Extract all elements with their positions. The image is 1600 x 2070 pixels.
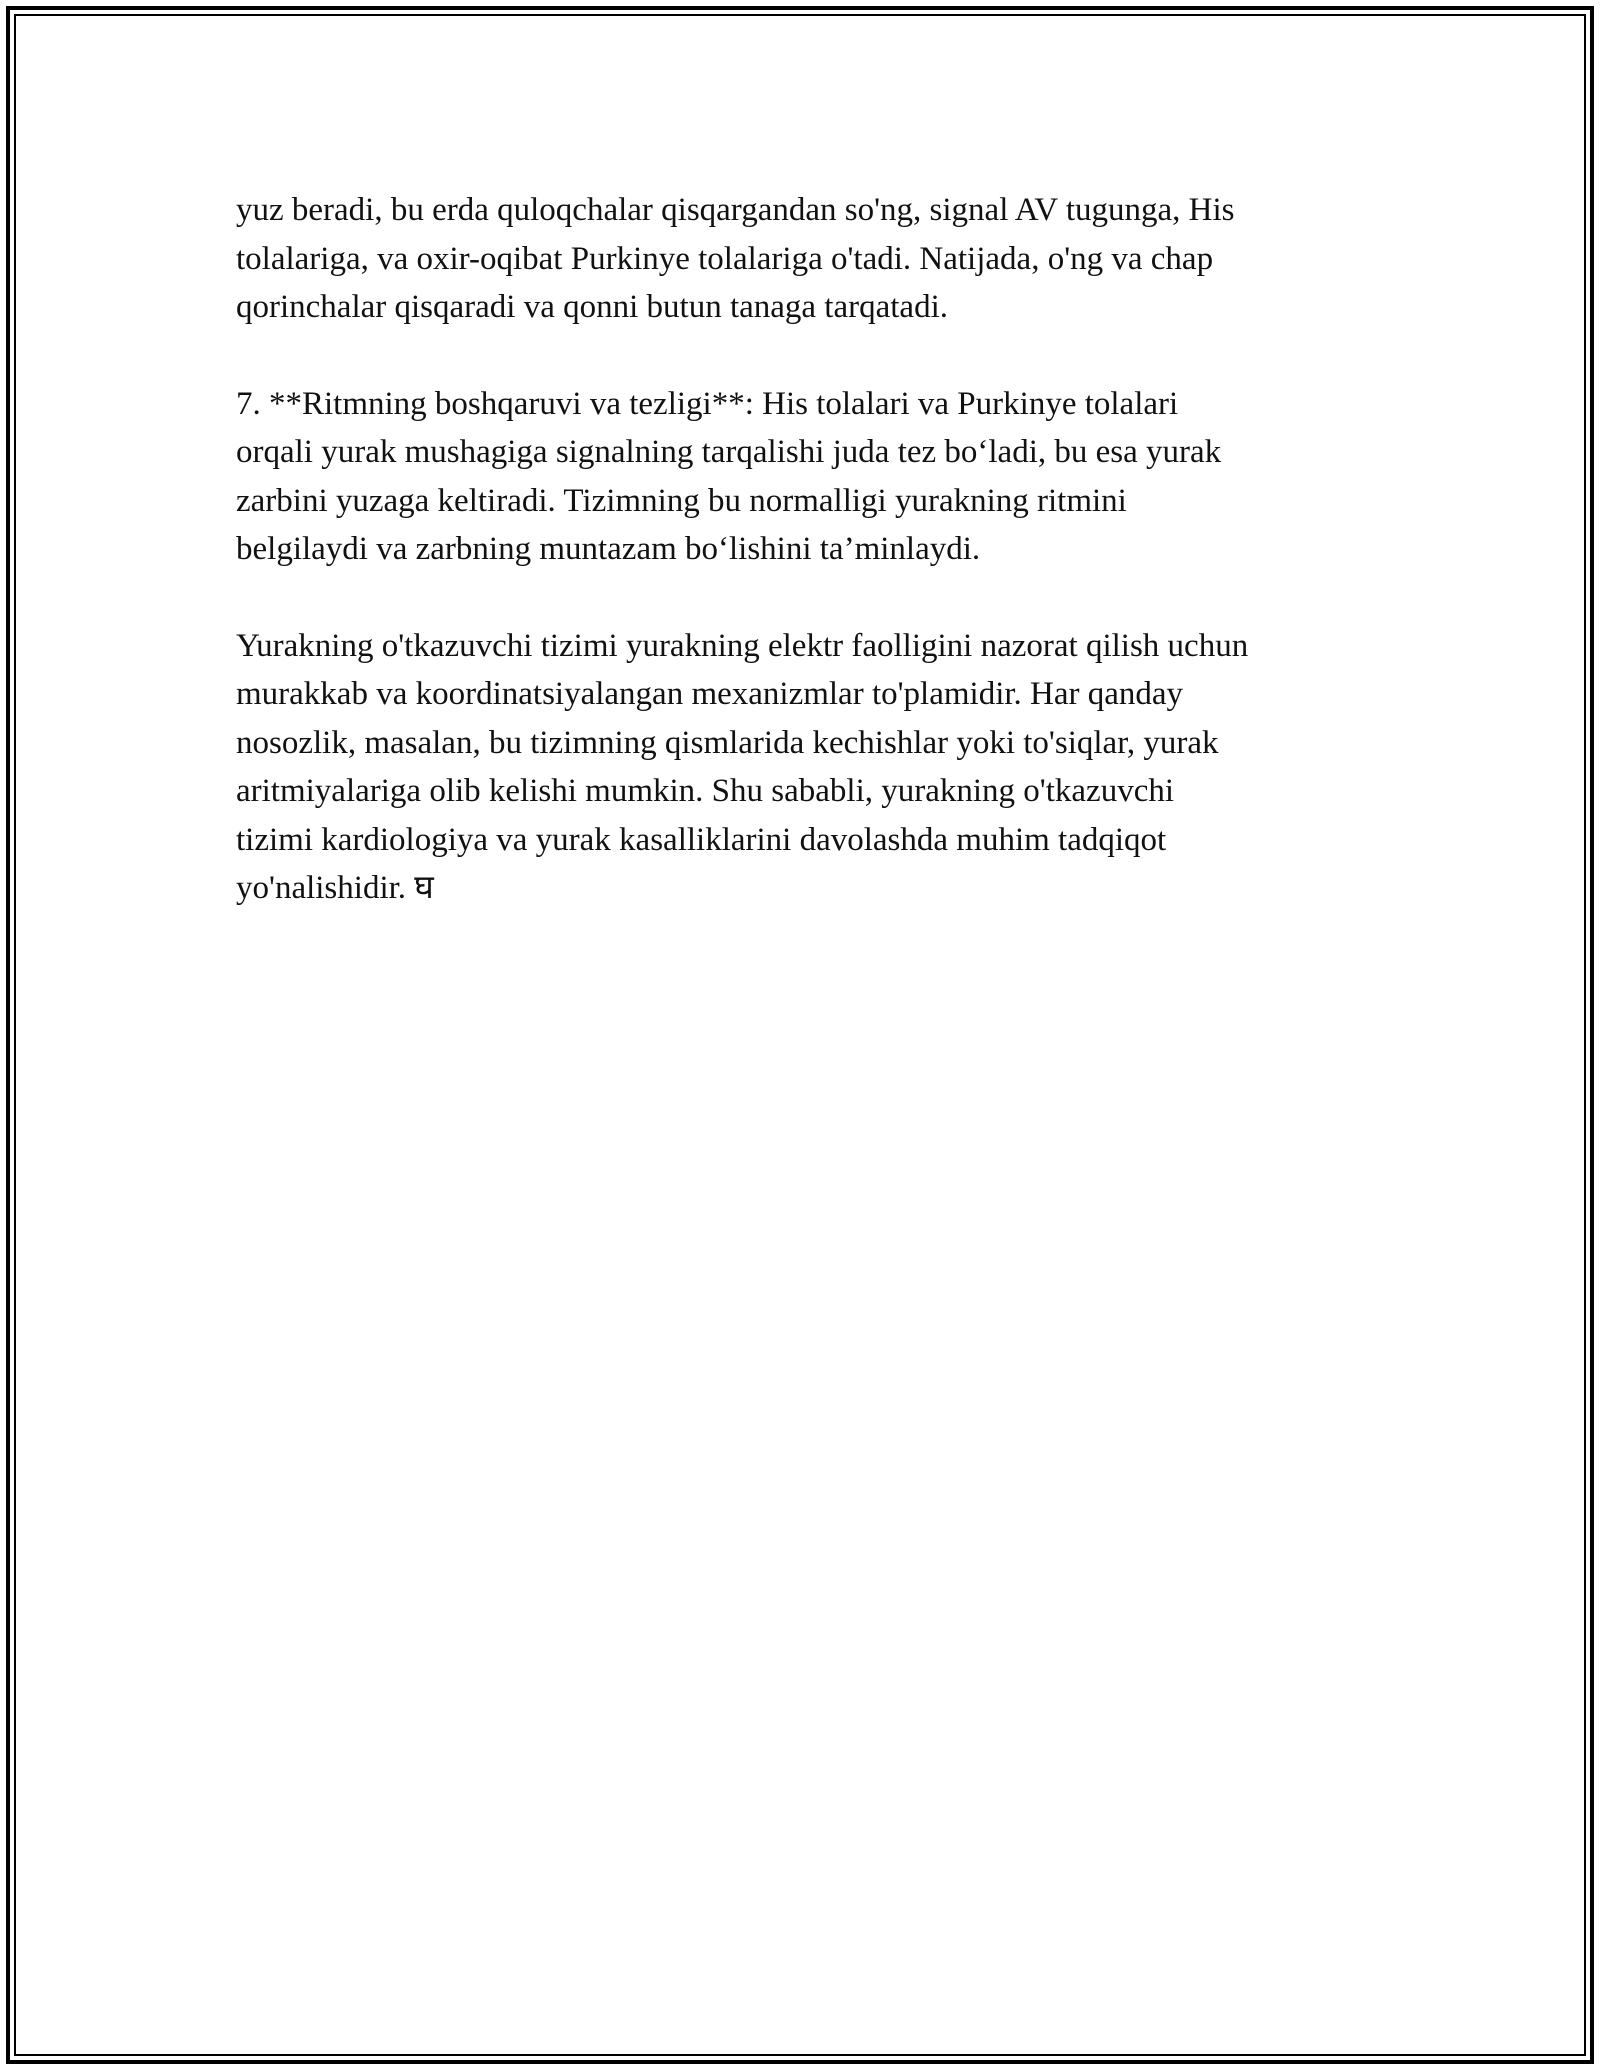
paragraph-rhythm-control: 7. **Ritmning boshqaruvi va tezligi**: His tolalari va Purkinye tolalari orqali yurak mushagiga signalning tarqalishi juda tez bo‘ladi, bu esa yurak zarbini yuzaga keltiradi. Tizimning bu normalligi yurakning ritmini belgilaydi va zarbning muntazam bo‘lishini ta’minlaydi. (236, 385, 1222, 567)
paragraph-conduction-continuation: yuz beradi, bu erda quloqchalar qisqargandan so'ng, signal AV tugunga, His tolalariga, va oxir-oqibat Purkinye tolalariga o'tadi. Natijada, o'ng va chap qorinchalar qisqaradi va qonni butun tanaga tarqatadi. (236, 192, 1235, 325)
document-body (236, 186, 1386, 961)
paragraph-conclusion: Yurakning o'tkazuvchi tizimi yurakning elektr faolligini nazorat qilish uchun murakkab va koordinatsiyalangan mexanizmlar to'plamidir. Har qanday nosozlik, masalan, bu tizimning qismlarida kechishlar yoki to'siqlar, yurak aritmiyalariga olib kelishi mumkin. Shu sababli, yurakning o'tkazuvchi tizimi kardiologiya va yurak kasalliklarini davolashda muhim tadqiqot yo'nalishidir. घ (236, 627, 1249, 906)
